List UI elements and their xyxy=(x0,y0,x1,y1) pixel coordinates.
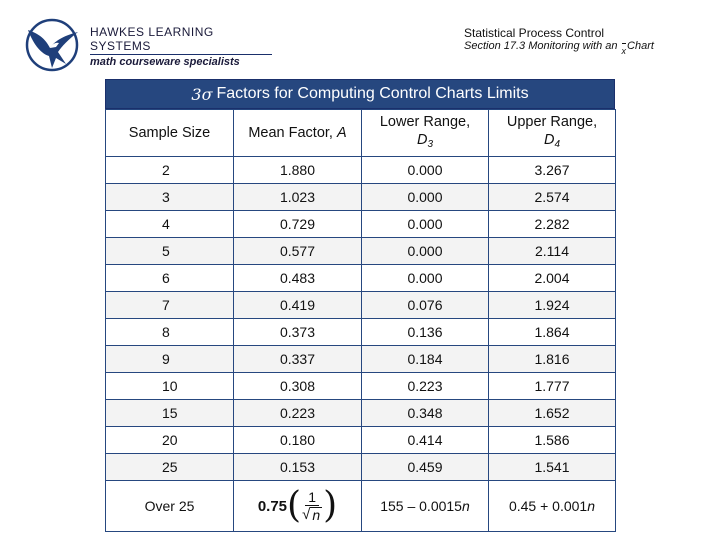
table-row xyxy=(106,427,616,454)
cell-sample-size: 3 xyxy=(106,184,234,211)
table-row xyxy=(106,265,616,292)
cell-lower-range: 0.076 xyxy=(362,292,489,319)
cell-sample-size: 4 xyxy=(106,211,234,238)
table-row xyxy=(106,319,616,346)
table-row xyxy=(106,292,616,319)
cell-lower-range: 0.223 xyxy=(362,373,489,400)
table-row xyxy=(106,157,616,184)
cell-sample-size: 8 xyxy=(106,319,234,346)
cell-sample-size: 10 xyxy=(106,373,234,400)
brand-divider xyxy=(90,54,272,55)
cell-sample-size: 5 xyxy=(106,238,234,265)
cell-mean-factor: 0.337 xyxy=(234,346,362,373)
cell-sample-size: 25 xyxy=(106,454,234,481)
table-title xyxy=(105,79,615,109)
course-title: Statistical Process Control xyxy=(464,26,605,40)
cell-upper-range: 3.267 xyxy=(489,157,616,184)
cell-sample-size: 15 xyxy=(106,400,234,427)
table-row xyxy=(106,184,616,211)
cell-sample-size: 20 xyxy=(106,427,234,454)
section-suffix: Chart xyxy=(627,40,654,52)
cell-mean-factor: 0.419 xyxy=(234,292,362,319)
header-upper-range: Upper Range, $D_4$ xyxy=(489,110,616,157)
table-row xyxy=(106,211,616,238)
cell-upper-range-formula: 0.45 + 0.001n xyxy=(489,481,616,532)
cell-lower-range-formula: 155 – 0.0015n xyxy=(362,481,489,532)
header-mean-factor: Mean Factor, A xyxy=(234,110,362,157)
cell-sample-size: 9 xyxy=(106,346,234,373)
brand-tagline: math courseware specialists xyxy=(90,56,240,68)
cell-lower-range: 0.000 xyxy=(362,184,489,211)
cell-mean-factor: 0.223 xyxy=(234,400,362,427)
cell-mean-factor: 1.880 xyxy=(234,157,362,184)
table-header-row xyxy=(106,110,616,157)
cell-mean-factor: 0.729 xyxy=(234,211,362,238)
table-title-text: Factors for Computing Control Charts Limits xyxy=(216,85,529,102)
table-row xyxy=(106,400,616,427)
cell-upper-range: 2.004 xyxy=(489,265,616,292)
table-body xyxy=(106,157,616,532)
cell-upper-range: 1.777 xyxy=(489,373,616,400)
cell-mean-factor: 0.577 xyxy=(234,238,362,265)
cell-sample-size: Over 25 xyxy=(106,481,234,532)
header-sample-size: Sample Size xyxy=(106,110,234,157)
sigma-symbol: 3σ xyxy=(191,84,213,104)
cell-mean-factor: 0.483 xyxy=(234,265,362,292)
cell-mean-factor: 1.023 xyxy=(234,184,362,211)
cell-mean-factor: 0.180 xyxy=(234,427,362,454)
brand-name: HAWKES LEARNING SYSTEMS xyxy=(90,25,214,53)
table-row xyxy=(106,454,616,481)
table-row xyxy=(106,373,616,400)
cell-lower-range: 0.348 xyxy=(362,400,489,427)
cell-upper-range: 1.541 xyxy=(489,454,616,481)
cell-lower-range: 0.000 xyxy=(362,265,489,292)
cell-lower-range: 0.000 xyxy=(362,238,489,265)
cell-lower-range: 0.184 xyxy=(362,346,489,373)
cell-lower-range: 0.000 xyxy=(362,157,489,184)
cell-upper-range: 1.652 xyxy=(489,400,616,427)
cell-lower-range: 0.414 xyxy=(362,427,489,454)
table-row-over-25 xyxy=(106,481,616,532)
x-bar-symbol: x xyxy=(621,46,627,56)
cell-sample-size: 2 xyxy=(106,157,234,184)
cell-upper-range: 1.816 xyxy=(489,346,616,373)
section-title xyxy=(464,40,714,56)
cell-mean-factor: 0.373 xyxy=(234,319,362,346)
control-factors-table xyxy=(105,109,616,532)
cell-upper-range: 1.924 xyxy=(489,292,616,319)
control-factors-table-wrap xyxy=(105,79,615,532)
section-prefix: Section 17.3 Monitoring with an xyxy=(464,40,618,52)
table-row xyxy=(106,238,616,265)
cell-mean-factor: 0.153 xyxy=(234,454,362,481)
mean-factor-formula: 0.75 ( 1 √ n ) xyxy=(257,485,338,526)
cell-lower-range: 0.459 xyxy=(362,454,489,481)
cell-upper-range: 2.282 xyxy=(489,211,616,238)
cell-upper-range: 1.864 xyxy=(489,319,616,346)
cell-upper-range: 2.574 xyxy=(489,184,616,211)
header-lower-range: Lower Range, $D_3$ xyxy=(362,110,489,157)
cell-mean-factor-formula xyxy=(234,481,362,532)
cell-upper-range: 1.586 xyxy=(489,427,616,454)
cell-lower-range: 0.136 xyxy=(362,319,489,346)
cell-mean-factor: 0.308 xyxy=(234,373,362,400)
table-row xyxy=(106,346,616,373)
cell-sample-size: 7 xyxy=(106,292,234,319)
cell-sample-size: 6 xyxy=(106,265,234,292)
cell-lower-range: 0.000 xyxy=(362,211,489,238)
course-header xyxy=(464,26,714,56)
cell-upper-range: 2.114 xyxy=(489,238,616,265)
brand-block xyxy=(90,25,275,68)
hawk-logo-icon xyxy=(22,18,82,72)
